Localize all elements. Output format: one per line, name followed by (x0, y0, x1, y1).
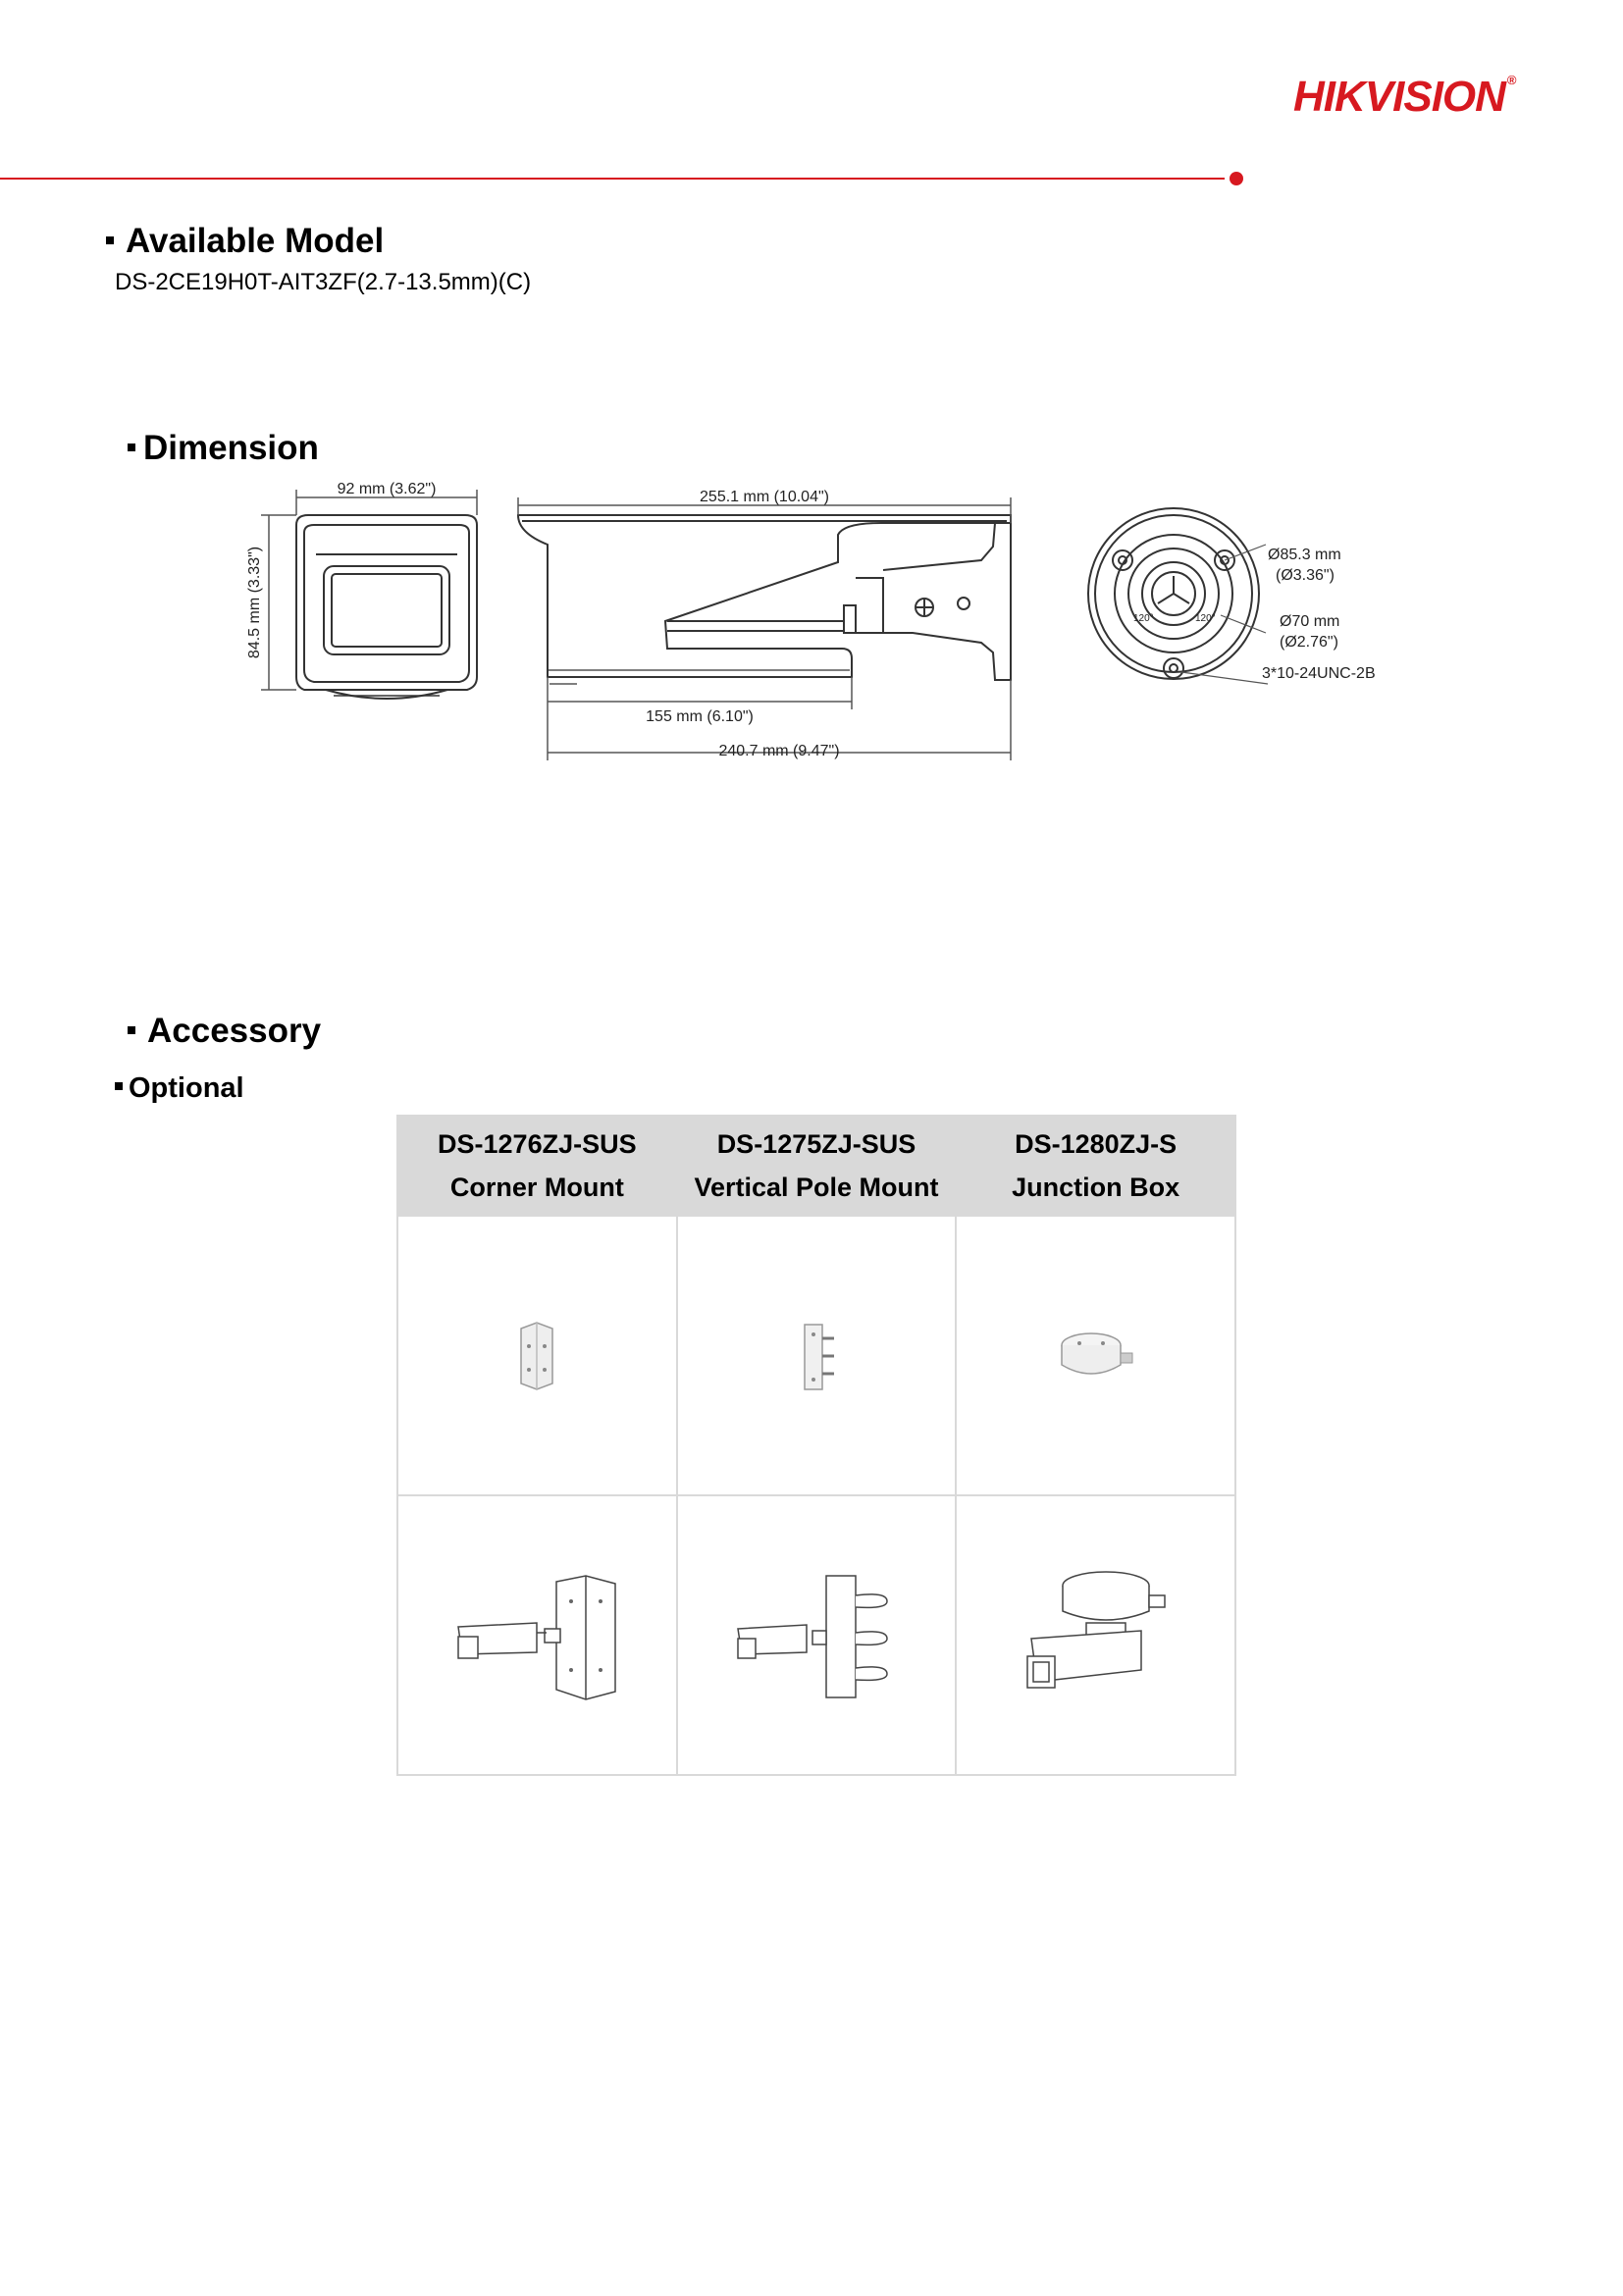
total-length-label: 255.1 mm (10.04") (700, 489, 829, 505)
bullet-icon (115, 1082, 123, 1090)
accessory-image-cell (397, 1495, 677, 1775)
accessory-table (396, 1115, 1236, 1776)
pole-mount-install-image (718, 1562, 915, 1709)
accessory-header-cell (677, 1116, 957, 1216)
optional-subheading: Optional (115, 1072, 244, 1105)
junction-box-install-image (998, 1562, 1194, 1709)
angle-right-label: 120° (1195, 613, 1216, 624)
front-height-label: 84.5 mm (3.33") (246, 546, 263, 659)
model-number: DS-2CE19H0T-AIT3ZF(2.7-13.5mm)(C) (115, 269, 532, 295)
pole-mount-image (787, 1317, 846, 1395)
accessory-image-cell (677, 1495, 957, 1775)
accessory-header-cell (956, 1116, 1235, 1216)
base-view-drawing (1088, 508, 1259, 679)
body-length-label: 155 mm (6.10") (646, 708, 754, 725)
accessory-name: Junction Box (1012, 1173, 1180, 1202)
accessory-image-cell (677, 1216, 957, 1495)
accessory-image-cell (956, 1216, 1235, 1495)
accessory-header-cell (397, 1116, 677, 1216)
accessory-model: DS-1280ZJ-S (1015, 1129, 1178, 1159)
base-diameter-label: Ø85.3 mm (1268, 547, 1341, 563)
hole-circle-in-label: (Ø2.76") (1280, 634, 1338, 651)
available-model-heading: Available Model (106, 222, 384, 261)
dimension-heading: Dimension (128, 429, 319, 468)
accessory-product-row (397, 1216, 1235, 1495)
junction-box-image (1052, 1322, 1140, 1390)
accessory-image-cell (956, 1495, 1235, 1775)
thread-label: 3*10-24UNC-2B (1262, 665, 1376, 682)
hole-circle-label: Ø70 mm (1280, 613, 1340, 630)
side-view-drawing (518, 515, 1011, 684)
accessory-model: DS-1276ZJ-SUS (438, 1129, 637, 1159)
bullet-icon (128, 444, 135, 451)
header-divider (0, 178, 1225, 180)
angle-left-label: 120° (1133, 613, 1154, 624)
accessory-install-row (397, 1495, 1235, 1775)
header-divider-dot (1230, 172, 1243, 185)
corner-mount-install-image (439, 1562, 635, 1709)
accessory-model: DS-1275ZJ-SUS (716, 1129, 916, 1159)
accessory-name: Corner Mount (449, 1173, 624, 1202)
front-view-drawing (296, 515, 477, 699)
base-length-label: 240.7 mm (9.47") (718, 743, 840, 759)
accessory-header-row (397, 1116, 1235, 1216)
accessory-image-cell (397, 1216, 677, 1495)
brand-logo: HIKVISION ® (1293, 73, 1516, 121)
corner-mount-image (507, 1317, 566, 1395)
front-width-label: 92 mm (3.62") (337, 481, 437, 497)
accessory-name: Vertical Pole Mount (694, 1173, 939, 1202)
bullet-icon (106, 236, 114, 244)
bullet-icon (128, 1026, 135, 1034)
base-diameter-in-label: (Ø3.36") (1276, 567, 1335, 584)
dimension-drawing (236, 476, 1413, 770)
accessory-heading: Accessory (128, 1012, 321, 1051)
